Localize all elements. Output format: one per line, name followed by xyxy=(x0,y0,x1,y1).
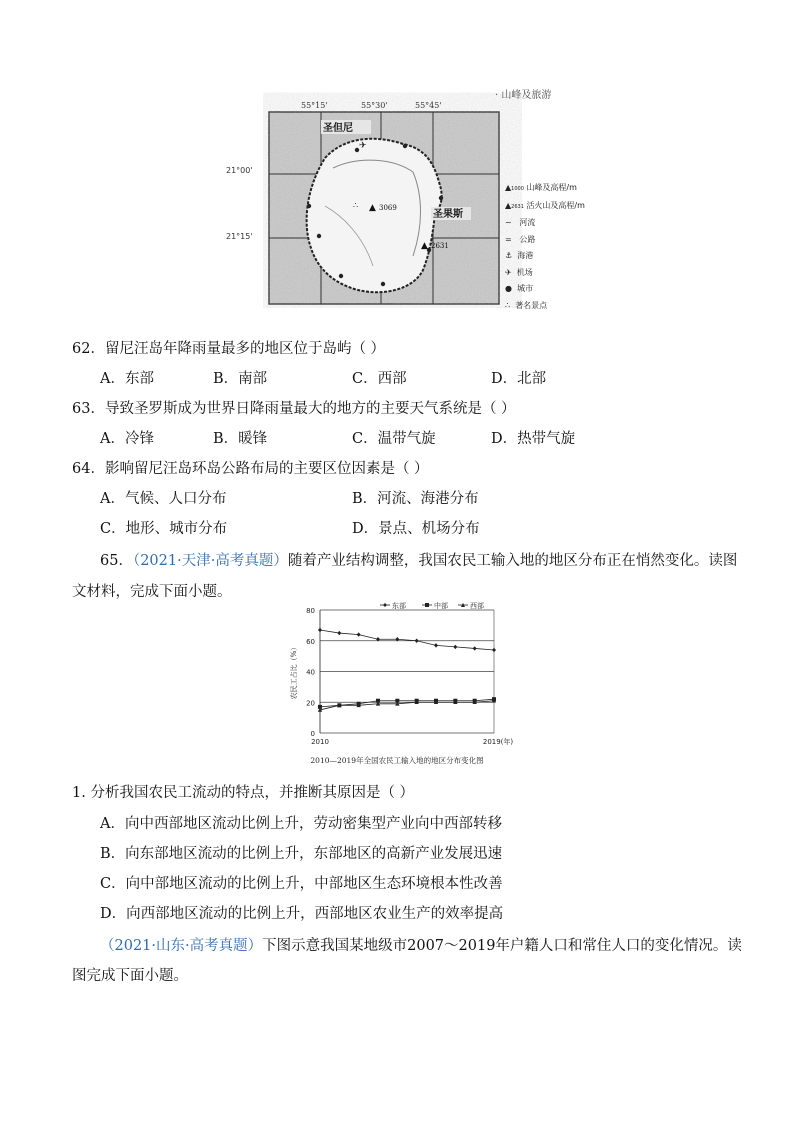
q1-option-c[interactable]: C．向中部地区流动的比例上升，中部地区生态环境根本性改善 xyxy=(100,876,503,892)
legend-city: ● 城市 xyxy=(505,284,534,293)
svg-text:▲: ▲ xyxy=(369,203,376,213)
legend-label-东部: 东部 xyxy=(392,602,406,610)
legend-label-中部: 中部 xyxy=(434,602,448,610)
q65-source[interactable]: （2021·天津·高考真题） xyxy=(132,553,288,569)
point-东部-2015 xyxy=(415,639,419,643)
q64-option-d[interactable]: D．景点、机场分布 xyxy=(352,521,480,537)
y-axis-label: 农民工占比（%） xyxy=(290,643,298,700)
q64-stem: 64．影响留尼汪岛环岛公路布局的主要区位因素是（ ） xyxy=(72,461,429,477)
legend-airport: ✈ 机场 xyxy=(505,267,533,277)
svg-text:✈: ✈ xyxy=(359,141,367,151)
q62-option-c[interactable]: C．西部 xyxy=(352,371,407,387)
map-top-fragment: · 山峰及旅游 xyxy=(495,90,552,101)
legend-marker-东部 xyxy=(383,603,387,607)
q65-number: 65． xyxy=(100,553,133,569)
q64-option-c[interactable]: C．地形、城市分布 xyxy=(100,521,228,537)
legend-peak: ▲1000 山峰及高程/m xyxy=(505,183,577,192)
chart-title: 2010—2019年全国农民工输入地的地区分布变化图 xyxy=(310,756,484,765)
svg-text:▲: ▲ xyxy=(421,241,428,251)
lat-label-2: 21°15' xyxy=(226,232,253,241)
point-东部-2012 xyxy=(357,632,361,636)
point-东部-2018 xyxy=(473,646,477,650)
legend-road: = 公路 xyxy=(505,234,536,244)
q63-stem: 63．导致圣罗斯成为世界日降雨量最大的地方的主要天气系统是（ ） xyxy=(72,401,516,417)
point-东部-2016 xyxy=(434,643,438,647)
place-east-label: 圣果斯 xyxy=(433,209,463,220)
q65-intro-line1 xyxy=(100,549,737,570)
q1-option-a[interactable]: A．向中西部地区流动比例上升，劳动密集型产业向中西部转移 xyxy=(100,816,502,832)
chart-svg xyxy=(282,600,522,770)
point-东部-2017 xyxy=(453,645,457,649)
y-tick-label-60: 60 xyxy=(306,637,315,646)
reunion-island-map xyxy=(226,86,593,310)
legend-attraction: ∴ 著名景点 xyxy=(505,300,548,310)
next-intro-line1 xyxy=(100,934,742,955)
x-tick-label-start: 2010 xyxy=(311,738,329,746)
next-source[interactable]: （2021·山东·高考真题） xyxy=(100,938,263,954)
q62-option-b[interactable]: B．南部 xyxy=(213,371,268,387)
map-legend xyxy=(505,180,585,314)
y-tick-label-0: 0 xyxy=(310,730,315,738)
q63-option-c[interactable]: C．温带气旋 xyxy=(352,431,436,447)
q62-stem: 62．留尼汪岛年降雨量最多的地区位于岛屿（ ） xyxy=(72,341,386,357)
q62-option-d[interactable]: D．北部 xyxy=(491,371,547,387)
lon-label-1: 55°15' xyxy=(301,101,328,110)
q1-stem: 1. 分析我国农民工流动的特点，并推断其原因是（ ） xyxy=(72,785,415,801)
legend-label-西部: 西部 xyxy=(470,602,484,610)
peak-3069-label: 3069 xyxy=(379,204,397,212)
q65-text1: 随着产业结构调整，我国农民工输入地的地区分布正在悄然变化。读图 xyxy=(287,553,738,569)
q63-option-d[interactable]: D．热带气旋 xyxy=(491,431,576,447)
legend-river: ~ 河流 xyxy=(505,218,536,227)
migrant-worker-chart xyxy=(282,600,522,770)
next-intro-line2: 图完成下面小题。 xyxy=(72,968,188,984)
point-东部-2019 xyxy=(492,648,496,652)
lat-label-1: 21°00' xyxy=(226,166,253,175)
point-东部-2011 xyxy=(337,631,341,635)
y-tick-label-20: 20 xyxy=(306,699,315,708)
q1-option-d[interactable]: D．向西部地区流动的比例上升，西部地区农业生产的效率提高 xyxy=(100,906,504,922)
q62-option-a[interactable]: A．东部 xyxy=(100,371,154,387)
y-tick-label-40: 40 xyxy=(306,668,315,677)
q64-option-a[interactable]: A．气候、人口分布 xyxy=(100,491,227,507)
lon-label-2: 55°30' xyxy=(361,101,388,110)
lon-label-3: 55°45' xyxy=(415,101,442,110)
legend-port: ⚓ 海港 xyxy=(505,251,534,260)
next-text1: 下图示意我国某地级市2007～2019年户籍人口和常住人口的变化情况。读 xyxy=(262,938,742,954)
x-tick-label-end: 2019(年) xyxy=(482,738,514,746)
q1-option-b[interactable]: B．向东部地区流动的比例上升，东部地区的高新产业发展迅速 xyxy=(100,846,503,862)
legend-volcano: ▲2631 活火山及高程/m xyxy=(505,200,585,210)
q65-intro-line2: 文材料，完成下面小题。 xyxy=(72,584,232,600)
y-tick-label-80: 80 xyxy=(306,607,315,615)
q64-option-b[interactable]: B．河流、海港分布 xyxy=(352,491,479,507)
series-line-东部 xyxy=(320,630,494,650)
island-shape xyxy=(307,139,442,292)
point-东部-2010 xyxy=(318,628,322,632)
q63-option-b[interactable]: B．暖锋 xyxy=(213,431,268,447)
place-north-label: 圣但尼 xyxy=(323,123,353,134)
q63-option-a[interactable]: A．冷锋 xyxy=(100,431,154,447)
peak-2631-label: 2631 xyxy=(431,242,449,250)
svg-text:∴: ∴ xyxy=(353,201,359,210)
legend-marker-中部 xyxy=(425,603,429,607)
